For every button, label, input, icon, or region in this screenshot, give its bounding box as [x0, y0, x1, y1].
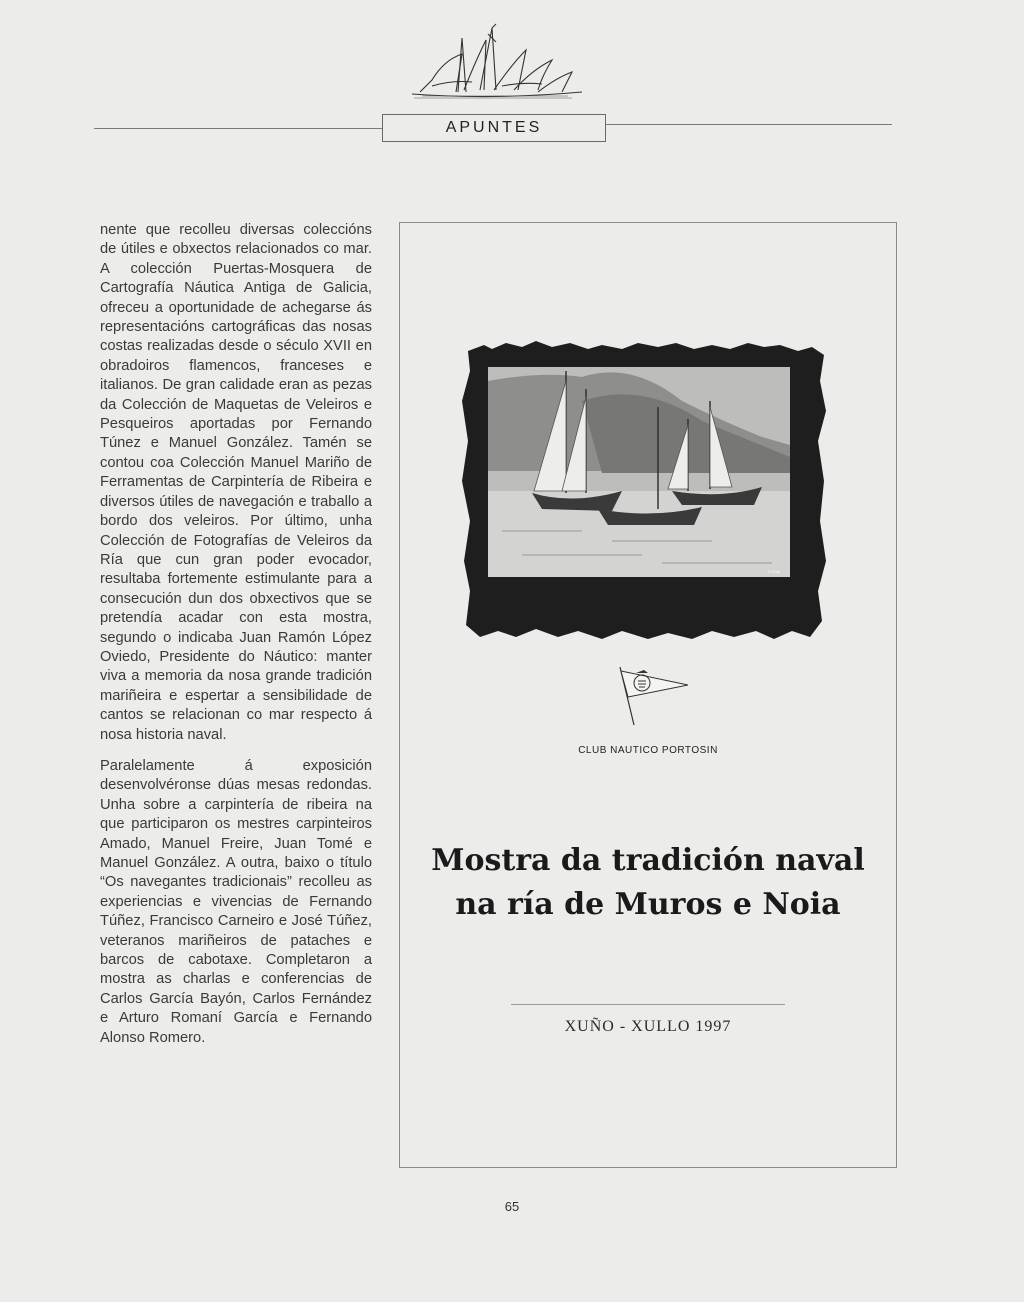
article-paragraph-2: Paralelamente á exposición desenvolvéronse dúas mesas redondas. Unha sobre a carpintería de ribeira na que participaron os mestres carpinteiros Amado, Manuel Freire, Juan Tomé e Manuel González. A outra, baixo o título “Os navegantes tradicionais” recolleu as experiencias e vivencias de Fernando Túñez, Francisco Carneiro e José Túñez, veteranos mariñeiros de pataches e barcos de cabotaxe. Completaron a mostra as charlas e conferencias de Carlos García Bayón, Carlos Fernández e Arturo Romaní García e Fernando Alonso Romero.: [100, 757, 372, 1046]
harbour-sailboats-photo: [462, 341, 826, 641]
poster-title-line-2: na ría de Muros e Noia: [455, 887, 841, 922]
poster-title-line-1: Mostra da tradición naval: [431, 843, 865, 878]
section-label: APUNTES: [382, 114, 606, 142]
poster-divider: [511, 1004, 785, 1005]
club-name: CLUB NAUTICO PORTOSIN: [578, 745, 718, 756]
article-paragraph-1: nente que recolleu diversas coleccións de útiles e obxectos relacionados co mar. A colección Puertas-Mosquera de Cartografía Náutica Antiga de Galicia, ofreceu a oportunidade de achegarse ás representacións cartográficas das nosas costas realizadas desde o século XVII en obradoiros flamencos, franceses e italianos. De gran calidade eran as pezas da Colección de Maquetas de Veleiros e Pesqueiros aportadas por Fernando Túnez e Manuel González. Tamén se contou coa Colección Manuel Mariño de Ferramentas de Carpintería de Ribeira e diversos útiles de navegación e traballo a bordo dos veleiros. Por último, unha Colección de Fotografías de Veleiros da Ría que cun gran poder evocador, resultaba fortemente estimulante para a consecución dun dos obxectivos que se pretendía acadar con esta mostra, segundo o indicaba Juan Ramón López Oviedo, Presidente do Náutico: manter viva a memoria da nosa grande tradición mariñeira e espertar a sensibilidade de cantos se relacionan co mar respecto á nosa historia naval.: [100, 222, 372, 743]
svg-text:© Foto: © Foto: [768, 569, 781, 574]
header-rule-left: [94, 128, 382, 129]
page-number: 65: [504, 1199, 520, 1214]
poster-title: [400, 839, 896, 927]
club-pennant-icon: [608, 663, 692, 729]
poster-date: XUÑO - XULLO 1997: [564, 1018, 732, 1035]
sailing-boats-icon: [392, 20, 592, 104]
header-rule-right: [606, 124, 892, 125]
article-body: [100, 221, 372, 1048]
exhibition-poster: [399, 222, 897, 1168]
